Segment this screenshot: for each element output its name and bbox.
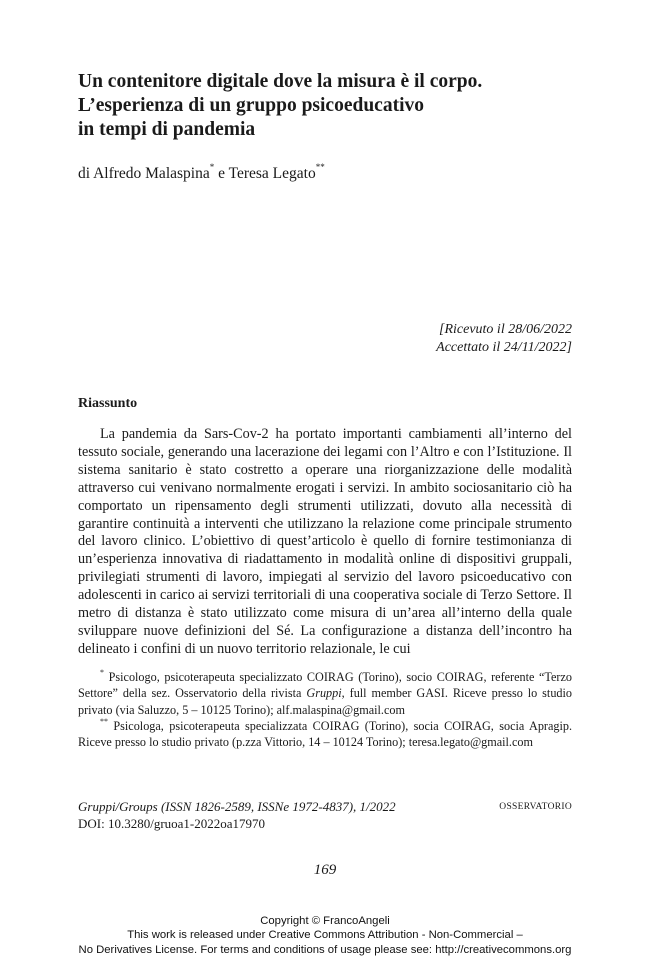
- abstract-text: La pandemia da Sars-Cov-2 ha portato importanti cambiamenti all’interno del tessuto sociale, generando una lacerazione dei legami con l’Altro e con l’Istituzione. Il sistema sanitario è stato costretto a operare una riorganizzazione delle modalità attraverso cui venivano normalmente erogati i servizi. In ambito sociosanitario ciò ha comportato un ripensamento degli strumenti utilizzati, dovuto alla necessità di garantire continuità a interventi che utilizzano la relazione come principale strumento del lavoro clinico. L’obiettivo di quest’articolo è quello di fornire testimonianza di un’esperienza innovativa di riadattamento in modalità online di dispositivi gruppali, privilegiati strumenti di lavoro, impiegati al servizio del lavoro psicoeducativo con adolescenti in carico ai servizi territoriali di una cooperativa sociale di Terzo Settore. Il metro di distanza è stato utilizzato come misura di un’area all’interno della quale sviluppare nuove definizioni del Sé. La configurazione a distanza dell’incontro ha delineato i confini di un nuovo territorio relazionale, le cui: [78, 426, 572, 657]
- accepted-date: Accettato il 24/11/2022]: [436, 340, 572, 355]
- received-date: [Ricevuto il 28/06/2022: [439, 322, 572, 337]
- received-accepted-dates: [436, 321, 572, 357]
- footnote-text: Psicologo, psicoterapeuta specializzato COIRAG (Torino), socio COIRAG, referente “Terzo Settore” della sez. Osservatorio della rivista: [78, 670, 572, 701]
- authors-prefix: di Alfredo Malaspina: [78, 165, 210, 182]
- page-number: 169: [313, 862, 337, 878]
- authors-conjunction: e Teresa Legato: [214, 165, 316, 182]
- author-line: [78, 164, 325, 184]
- article-title: [78, 70, 578, 142]
- footnotes: [78, 669, 572, 750]
- doi: DOI: 10.3280/gruoa1-2022oa17970: [78, 816, 266, 831]
- journal-citation: Gruppi/Groups (ISSN 1826-2589, ISSNe 1972-4837), 1/2022: [78, 799, 396, 814]
- license-line: This work is released under Creative Commons Attribution - Non-Commercial –: [127, 929, 523, 942]
- footnote-marker: *: [209, 162, 215, 172]
- footnote-marker: **: [315, 162, 325, 172]
- title-line: L’esperienza di un gruppo psicoeducativo: [78, 95, 424, 116]
- title-line: Un contenitore digitale dove la misura è il corpo.: [78, 71, 483, 92]
- footnote-text: Psicologa, psicoterapeuta specializzata COIRAG (Torino), socia COIRAG, socia Apragip. Riceve presso lo studio privato (p.zza Vittorio, 14 – 10124 Torino); teresa.legato@gmail.com: [78, 718, 572, 750]
- abstract-heading: Riassunto: [78, 396, 138, 411]
- footnote-marker: **: [100, 716, 108, 726]
- section-label: OSSERVATORIO: [499, 802, 572, 812]
- footnote-1: [78, 669, 572, 718]
- journal-name: Gruppi: [306, 686, 342, 701]
- journal-info: [78, 798, 572, 832]
- copyright-line: Copyright © FrancoAngeli: [260, 915, 390, 927]
- title-line: in tempi di pandemia: [78, 119, 256, 140]
- license-notice: [0, 914, 650, 957]
- footnote-text: , full member GASI. Riceve presso lo studio privato (via Saluzzo, 5 – 10125 Torino); alf.malaspina@gmail.com: [78, 686, 572, 717]
- footnote-2: [78, 718, 572, 751]
- footnote-marker: *: [100, 668, 104, 677]
- license-line: No Derivatives License. For terms and conditions of usage please see: http://creativecommons.org: [78, 943, 572, 956]
